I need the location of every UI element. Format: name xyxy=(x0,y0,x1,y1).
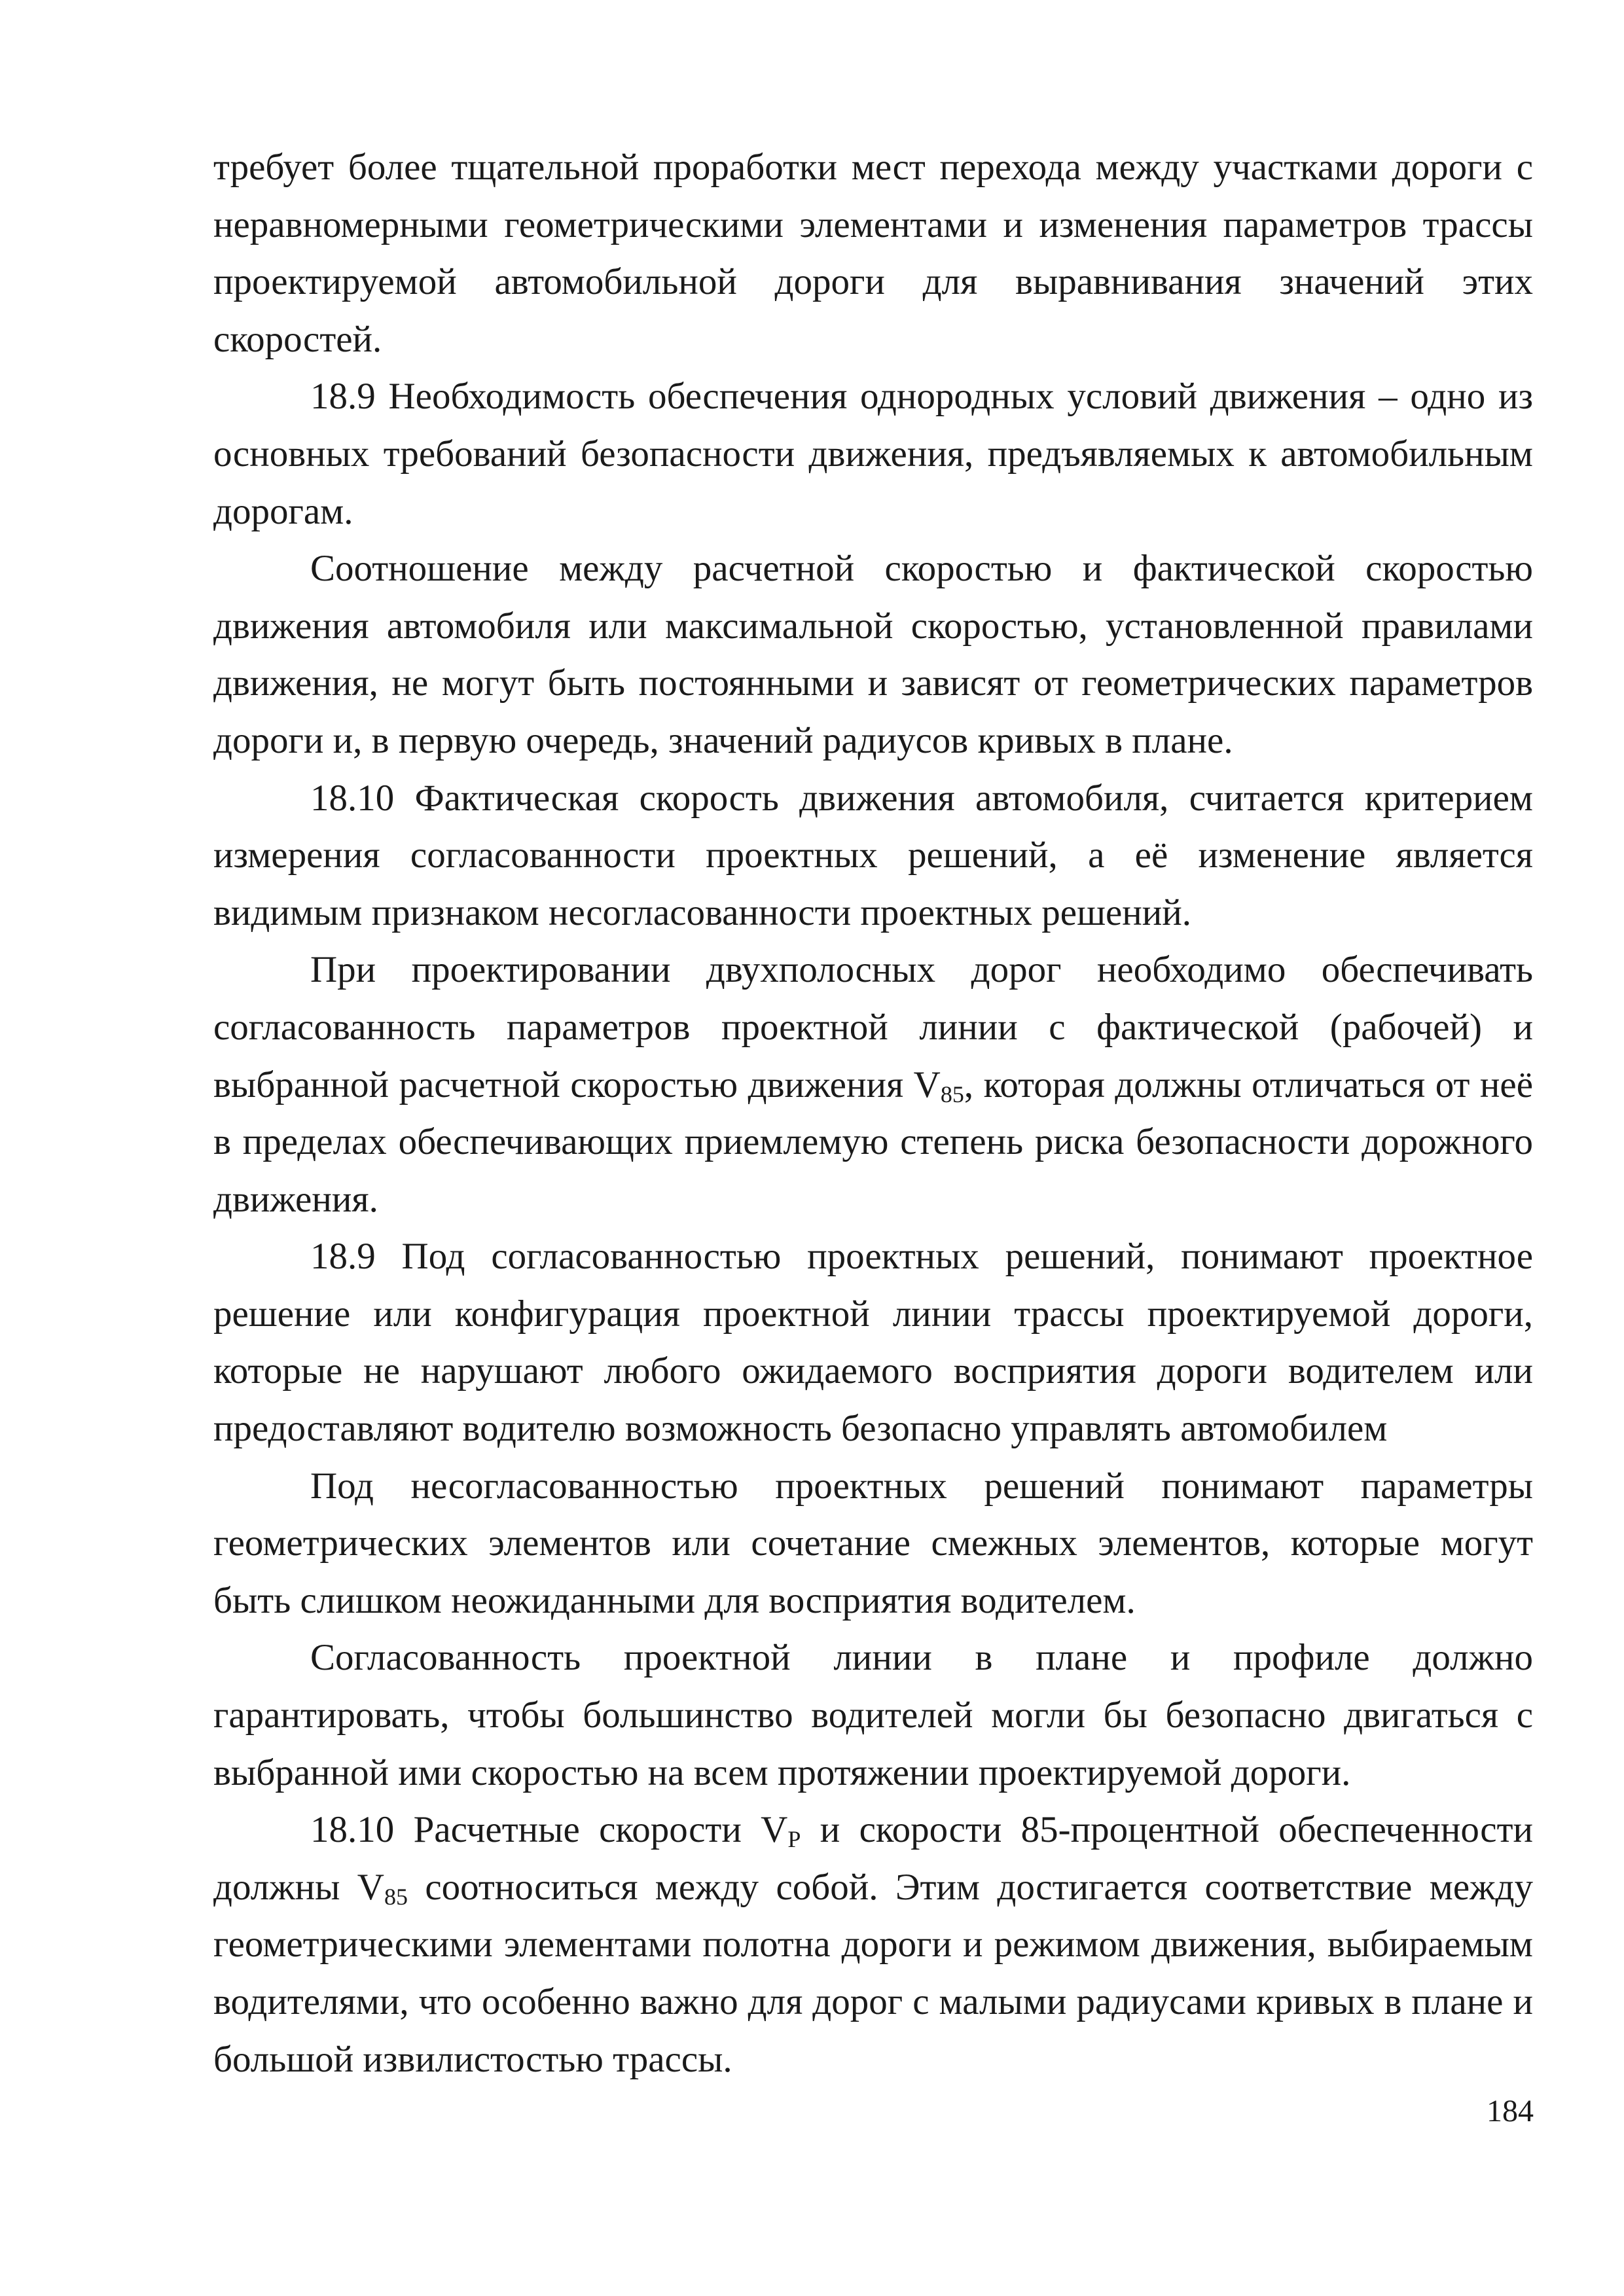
paragraph xyxy=(213,368,1533,540)
paragraph-text: соотноситься между собой. Этим достигается соответствие между геометрическими элементами полотна дороги и режимом движения, выбираемым водителями, что особенно важно для дорог с малыми радиусами кривых в плане и большой извилистостью трассы. xyxy=(213,1866,1533,2080)
body-text xyxy=(213,139,1533,2088)
paragraph xyxy=(213,1458,1533,1630)
paragraph xyxy=(213,941,1533,1228)
paragraph-text: , которая должны отличаться от неё в пределах обеспечивающих приемлемую степень риска безопасности дорожного движения. xyxy=(213,1064,1533,1220)
paragraph xyxy=(213,1629,1533,1801)
subscript: P xyxy=(787,1826,801,1853)
subscript: 85 xyxy=(384,1883,408,1910)
paragraph-text: 18.10 Расчетные скорости V xyxy=(310,1809,788,1851)
paragraph-text: 18.9 Необходимость обеспечения однородных условий движения – одно из основных требований безопасности движения, предъявляемых к автомобильным дорогам. xyxy=(213,376,1533,532)
paragraph-text: При проектировании двухполосных дорог необходимо обеспечивать согласованность параметров проектной линии с фактической (рабочей) и выбранной расчетной скоростью движения V xyxy=(213,949,1533,1105)
paragraph xyxy=(213,1801,1533,2088)
subscript: 85 xyxy=(940,1081,964,1107)
page-number: 184 xyxy=(1487,2094,1534,2128)
paragraph-text: 18.9 Под согласованностью проектных решений, понимают проектное решение или конфигурация проектной линии трассы проектируемой дороги, которые не нарушают любого ожидаемого восприятия дороги водителем или предоставляют водителю возможность безопасно управлять автомобилем xyxy=(213,1236,1533,1450)
paragraph-text: 18.10 Фактическая скорость движения автомобиля, считается критерием измерения согласованности проектных решений, а её изменение является видимым признаком несогласованности проектных решений. xyxy=(213,777,1533,933)
paragraph xyxy=(213,139,1533,368)
paragraph-text: и скорости 85-процентной обеспеченности должны V xyxy=(213,1809,1533,1908)
paragraph xyxy=(213,540,1533,769)
paragraph-text: Соотношение между расчетной скоростью и фактической скоростью движения автомобиля или максимальной скоростью, установленной правилами движения, не могут быть постоянными и зависят от геометрических параметров дороги и, в первую очередь, значений радиусов кривых в плане. xyxy=(213,548,1533,761)
paragraph xyxy=(213,1228,1533,1457)
paragraph-text: Под несогласованностью проектных решений понимают параметры геометрических элементов или сочетание смежных элементов, которые могут быть слишком неожиданными для восприятия водителем. xyxy=(213,1465,1533,1621)
paragraph-text: требует более тщательной проработки мест перехода между участками дороги с неравномерными геометрическими элементами и изменения параметров трассы проектируемой автомобильной дороги для выравнивания значений этих скоростей. xyxy=(213,147,1533,360)
paragraph-text: Согласованность проектной линии в плане и профиле должно гарантировать, чтобы большинство водителей могли бы безопасно двигаться с выбранной ими скоростью на всем протяжении проектируемой дороги. xyxy=(213,1637,1533,1793)
paragraph xyxy=(213,770,1533,942)
